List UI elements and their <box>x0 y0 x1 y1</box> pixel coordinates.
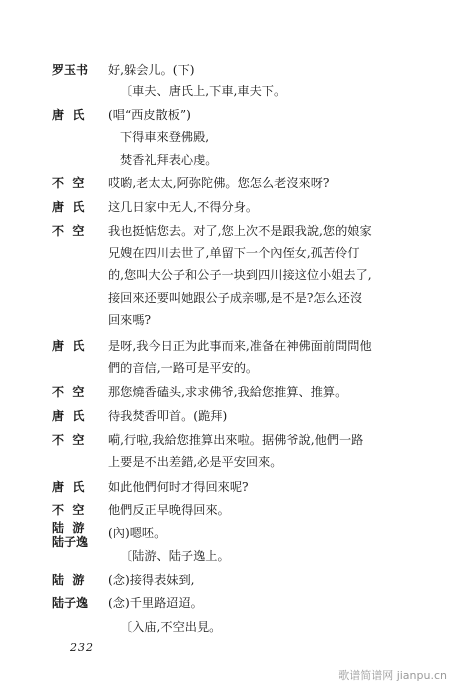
dialogue-text: (念)接得表妹到, <box>108 573 195 587</box>
dialogue-text: 的,您叫大公子和公子一块到四川接这位小姐去了, <box>108 268 372 282</box>
speaker-label: 陆 游 <box>52 573 85 587</box>
verse-line: 下得車來登佛殿, <box>120 130 210 144</box>
speaker-label: 唐 氏 <box>52 339 85 353</box>
dialogue-text: 接回來还要叫她跟公子成亲哪,是不是?怎么还沒 <box>108 291 363 305</box>
dialogue-text: 我也挺惦您去。对了,您上次不是跟我說,您的娘家 <box>108 224 372 238</box>
stage-direction: 〔入庙,不空出見。 <box>120 620 222 634</box>
speaker-label: 不 空 <box>52 176 85 190</box>
dialogue-text: 們的音信,一路可是平安的。 <box>108 361 259 375</box>
dialogue-text: 嗬,行啦,我給您推算出來啦。据佛爷說,他們一路 <box>108 433 364 447</box>
speaker-label: 唐 氏 <box>52 200 85 214</box>
speaker-label: 罗玉书 <box>52 63 89 77</box>
watermark: 歌谱简谱网 jianpu.cn <box>338 669 447 682</box>
dialogue-text: 如此他們何时才得回來呢? <box>108 480 249 494</box>
dialogue-text: 兄嫂在四川去世了,单留下一个內侄女,孤苦伶仃 <box>108 246 360 260</box>
dialogue-text: 他們反正早晚得回來。 <box>108 503 230 517</box>
speaker-label: 不 空 <box>52 433 85 447</box>
speaker-label: 唐 氏 <box>52 108 85 122</box>
dialogue-text: (唱“西皮散板”) <box>108 108 191 122</box>
dialogue-text: 是呀,我今日正为此事而来,准备在神佛面前問問他 <box>108 339 372 353</box>
dialogue-text: 好,躲会儿。(下) <box>108 63 195 77</box>
dialogue-text: 那您燒香磕头,求求佛爷,我給您推算、推算。 <box>108 385 348 399</box>
dialogue-text: 回來嗎? <box>108 313 152 327</box>
speaker-label: 陆 游 陆子逸 <box>52 521 89 549</box>
dialogue-text: 这几日家中无人,不得分身。 <box>108 200 259 214</box>
speaker-label: 不 空 <box>52 385 85 399</box>
dialogue-text: 哎喲,老太太,阿弥陀佛。您怎么老沒來呀? <box>108 176 330 190</box>
dialogue-text: (內)嗯呸。 <box>108 526 167 540</box>
page-number: 232 <box>70 641 94 654</box>
speaker-label: 唐 氏 <box>52 409 85 423</box>
stage-direction: 〔陆游、陆子逸上。 <box>120 549 230 563</box>
speaker-label: 陆子逸 <box>52 596 89 610</box>
dialogue-text: (念)千里路迢迢。 <box>108 596 203 610</box>
speaker-label: 不 空 <box>52 503 85 517</box>
dialogue-text: 上要是不出差錯,必是平安回來。 <box>108 455 283 469</box>
stage-direction: 〔車夫、唐氏上,下車,車夫下。 <box>120 84 287 98</box>
dialogue-text: 待我焚香叩首。(跪拜) <box>108 409 228 423</box>
speaker-label: 不 空 <box>52 224 85 238</box>
verse-line: 焚香礼拜表心虔。 <box>120 153 218 167</box>
speaker-label: 唐 氏 <box>52 480 85 494</box>
